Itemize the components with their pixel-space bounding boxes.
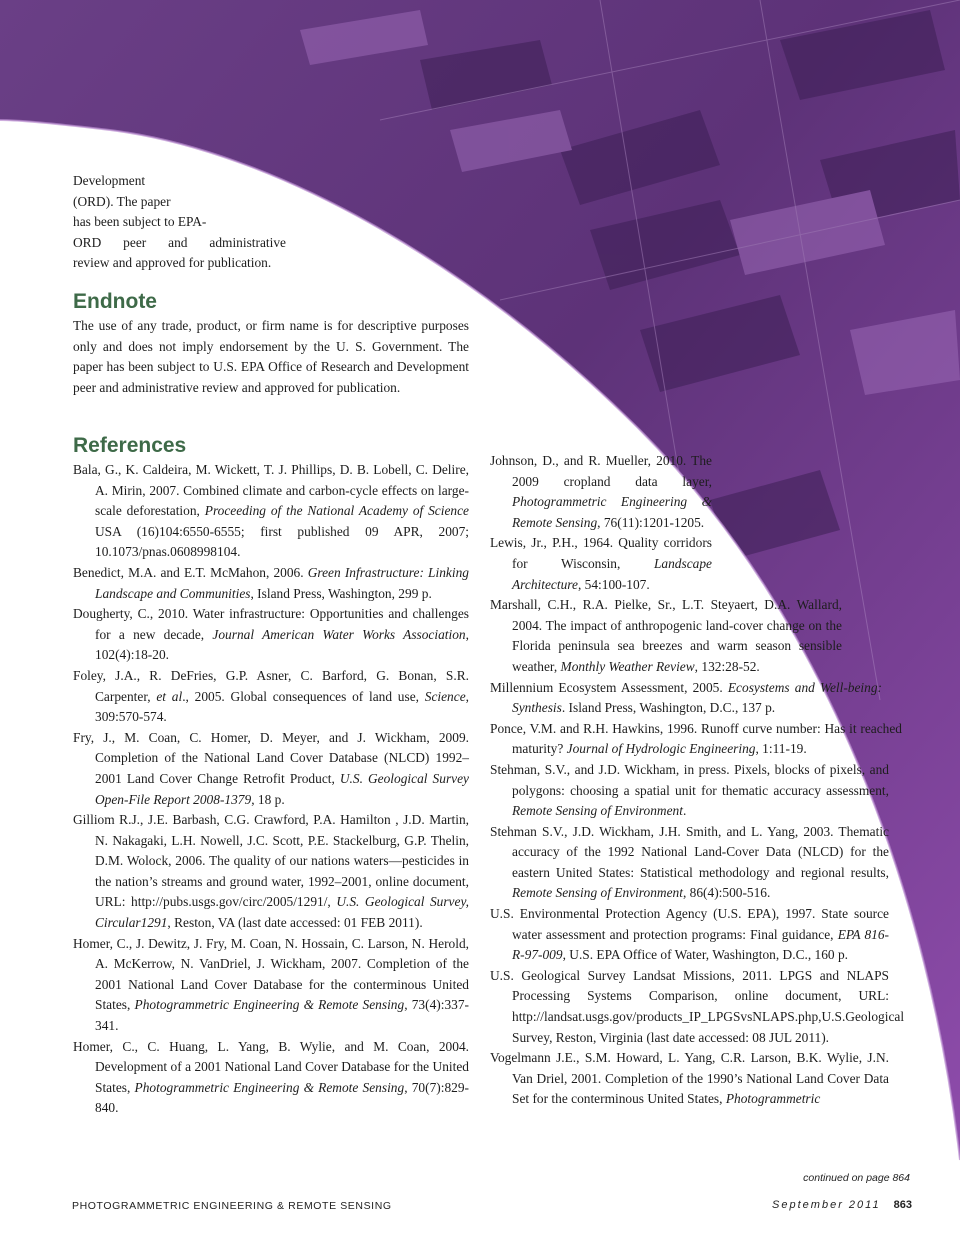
reference-title: U.S. Geological Survey Open-File Report 2008-1379: [95, 770, 469, 807]
reference-text: , 73(4):337-341.: [95, 997, 469, 1034]
reference-entry: [73, 666, 469, 728]
reference-text: , 309:570-574.: [95, 688, 469, 725]
reference-title: Remote Sensing of Environment: [512, 803, 683, 819]
reference-text: , 86(4):500-516.: [682, 885, 771, 901]
reference-text: USA (16)104:6550-6555; first published 09 APR, 2007; 10.1073/pnas.0608998104.: [95, 523, 469, 560]
reference-entry: [490, 822, 889, 904]
reference-text: , 1:11-19.: [755, 741, 807, 757]
intro-line: has been subject to EPA-: [73, 214, 207, 230]
reference-text: , 76(11):1201-1205.: [597, 514, 705, 530]
reference-title: Photogrammetric Engineering & Remote Sensing: [512, 494, 712, 530]
intro-line: ORD peer and administrative: [73, 234, 286, 250]
intro-line: (ORD). The paper: [73, 193, 171, 209]
reference-text: , 70(7):829-840.: [95, 1079, 469, 1116]
reference-text: Stehman, S.V., and J.D. Wickham, in press. Pixels, blocks of pixels, and polygons: choosing a spatial unit for thematic accuracy assessment,: [490, 761, 889, 798]
reference-text: Millennium Ecosystem Assessment, 2005.: [490, 679, 728, 695]
reference-text: , 18 p.: [251, 791, 285, 807]
page-number: 863: [893, 1199, 912, 1211]
reference-text: , Island Press, Washington, 299 p.: [250, 585, 432, 601]
continued-note: continued on page 864: [803, 1172, 910, 1184]
reference-title: U.S. Geological Survey, Circular1291: [95, 894, 469, 931]
reference-entry: [490, 719, 902, 760]
journal-name: PHOTOGRAMMETRIC ENGINEERING & REMOTE SENSING: [72, 1200, 392, 1212]
endnote-paragraph: The use of any trade, product, or firm name is for descriptive purposes only and does not imply endorsement by the U. S. Government. The paper has been subject to U.S. EPA Office of Research and Development peer and administrative review and approved for publication.: [73, 318, 469, 395]
endnote-heading: Endnote: [73, 290, 157, 313]
reference-text: Foley, J.A., R. DeFries, G.P. Asner, C. Barford, G. Bonan, S.R. Carpenter,: [73, 667, 469, 704]
intro-line: review and approved for publication.: [73, 255, 272, 271]
reference-text: Vogelmann J.E., S.M. Howard, L. Yang, C.R. Larson, B.K. Wylie, J.N. Van Driel, 2001. Completion of the 1990’s National Land Cover Data Set for the conterminous United States,: [490, 1050, 889, 1107]
reference-text: Stehman S.V., J.D. Wickham, J.H. Smith, and L. Yang, 2003. Thematic accuracy of the 1992 National Land-Cover Data (NLCD) for the eastern United States: Statistical methodology and regional results,: [490, 823, 889, 880]
reference-entry: [73, 934, 469, 1037]
reference-text: Johnson, D., and R. Mueller, 2010. The 2009 cropland data layer,: [490, 453, 712, 489]
intro-line: Development: [73, 173, 146, 188]
reference-title: Photogrammetric Engineering & Remote Sensing: [134, 997, 405, 1013]
reference-entry: [490, 760, 889, 822]
references-right-column: [490, 451, 905, 1110]
issue-date: September 2011: [772, 1199, 881, 1211]
reference-text: Homer, C., J. Dewitz, J. Fry, M. Coan, N. Hossain, C. Larson, N. Herold, A. McKerrow, N. VanDriel, J. Wickham, 2007. Completion of the 2001 National Land Cover Database for the conterminous United States,: [73, 935, 469, 1013]
reference-entry: [73, 604, 469, 666]
reference-text: U.S. Environmental Protection Agency (U.S. EPA), 1997. State source water assessment and protection programs: Final guidance,: [490, 906, 889, 942]
reference-entry: [490, 966, 905, 1048]
reference-text: , 132:28-52.: [694, 658, 760, 674]
reference-entry: [490, 904, 889, 966]
reference-title: Proceeding of the National Academy of Science: [204, 503, 469, 519]
endnote-text: [73, 316, 469, 398]
reference-text: Marshall, C.H., R.A. Pielke, Sr., L.T. Steyaert, D.A. Wallard, 2004. The impact of anthropogenic land-cover change on the Florida peninsula sea breezes and warm season sensible weather,: [490, 597, 842, 674]
reference-text: , U.S. EPA Office of Water, Washington, D.C., 160 p.: [562, 947, 849, 963]
reference-title: Journal of Hydrologic Engineering: [566, 741, 756, 757]
reference-text: U.S. Geological Survey Landsat Missions, 2011. LPGS and NLAPS Processing Systems Comparison, online document, URL: http://landsat.usgs.gov/products_IP_LPGSvsNLAPS.php,U.S.Geological Survey, Reston, Virginia (last date accessed: 08 JUL 2011).: [490, 967, 905, 1045]
reference-entry: [490, 1048, 889, 1110]
reference-title: et al: [156, 688, 183, 704]
references-heading: References: [73, 434, 187, 457]
reference-title: Landscape Architecture: [512, 555, 712, 592]
intro-paragraph: [73, 171, 286, 274]
reference-title: EPA 816-R-97-009: [512, 926, 889, 963]
reference-text: . Island Press, Washington, D.C., 137 p.: [561, 700, 776, 716]
reference-entry: [73, 728, 469, 810]
reference-text: Dougherty, C., 2010. Water infrastructure: Opportunities and challenges for a new decade,: [73, 606, 469, 642]
reference-text: Lewis, Jr., P.H., 1964. Quality corridors for Wisconsin,: [490, 535, 712, 571]
reference-title: Remote Sensing of Environment: [512, 885, 683, 901]
reference-title: Photogrammetric: [725, 1091, 821, 1107]
reference-title: Green Infrastructure: Linking Landscape and Communities: [95, 564, 469, 601]
reference-title: Ecosystems and Well-being: Synthesis: [512, 679, 882, 716]
reference-title: Science: [424, 688, 466, 704]
reference-text: Bala, G., K. Caldeira, M. Wickett, T. J. Phillips, D. B. Lobell, C. Delire, A. Mirin, 2007. Combined climate and carbon-cycle effects on large-scale deforestation,: [73, 462, 469, 519]
reference-text: Ponce, V.M. and R.H. Hawkins, 1996. Runoff curve number: Has it reached maturity?: [490, 720, 902, 757]
reference-entry: [490, 678, 882, 719]
reference-title: Journal American Water Works Association: [212, 626, 466, 642]
footer-page-info: [772, 1199, 912, 1211]
reference-entry: [73, 810, 469, 934]
reference-text: Gilliom R.J., J.E. Barbash, C.G. Crawford, P.A. Hamilton , J.D. Martin, N. Nakagaki, L.H. Nowell, J.C. Scott, P.E. Stackelburg, G.P. Thelin, D.M. Wolock, 2006. The quality of our nations waters—pesticides in the nation’s streams and ground water, 1992–2001, online document, URL: http://pubs.usgs.gov/circ/2005/1291/,: [73, 812, 469, 910]
reference-text: Fry, J., M. Coan, C. Homer, D. Meyer, and J. Wickham, 2009. Completion of the National Land Cover Database (NLCD) 1992–2001 Land Cover Change Retrofit Product,: [73, 729, 469, 786]
reference-entry: [73, 460, 469, 563]
reference-text: .: [682, 803, 687, 819]
reference-text: , 102(4):18-20.: [95, 626, 469, 663]
reference-entry: [73, 563, 469, 604]
reference-text: , 54:100-107.: [577, 576, 650, 592]
reference-text: Homer, C., C. Huang, L. Yang, B. Wylie, and M. Coan, 2004. Development of a 2001 National Land Cover Database for the United States,: [73, 1038, 469, 1095]
reference-text: Benedict, M.A. and E.T. McMahon, 2006.: [73, 564, 308, 580]
reference-text: ., 2005. Global consequences of land use,: [182, 688, 425, 704]
reference-entry: [490, 595, 842, 677]
reference-entry: [73, 1037, 469, 1119]
reference-text: , Reston, VA (last date accessed: 01 FEB 2011).: [167, 915, 423, 931]
reference-entry: [490, 533, 712, 595]
reference-title: Photogrammetric Engineering & Remote Sensing: [134, 1079, 405, 1095]
reference-entry: [490, 451, 712, 533]
reference-title: Monthly Weather Review: [560, 658, 695, 674]
references-left-column: [73, 460, 469, 1119]
